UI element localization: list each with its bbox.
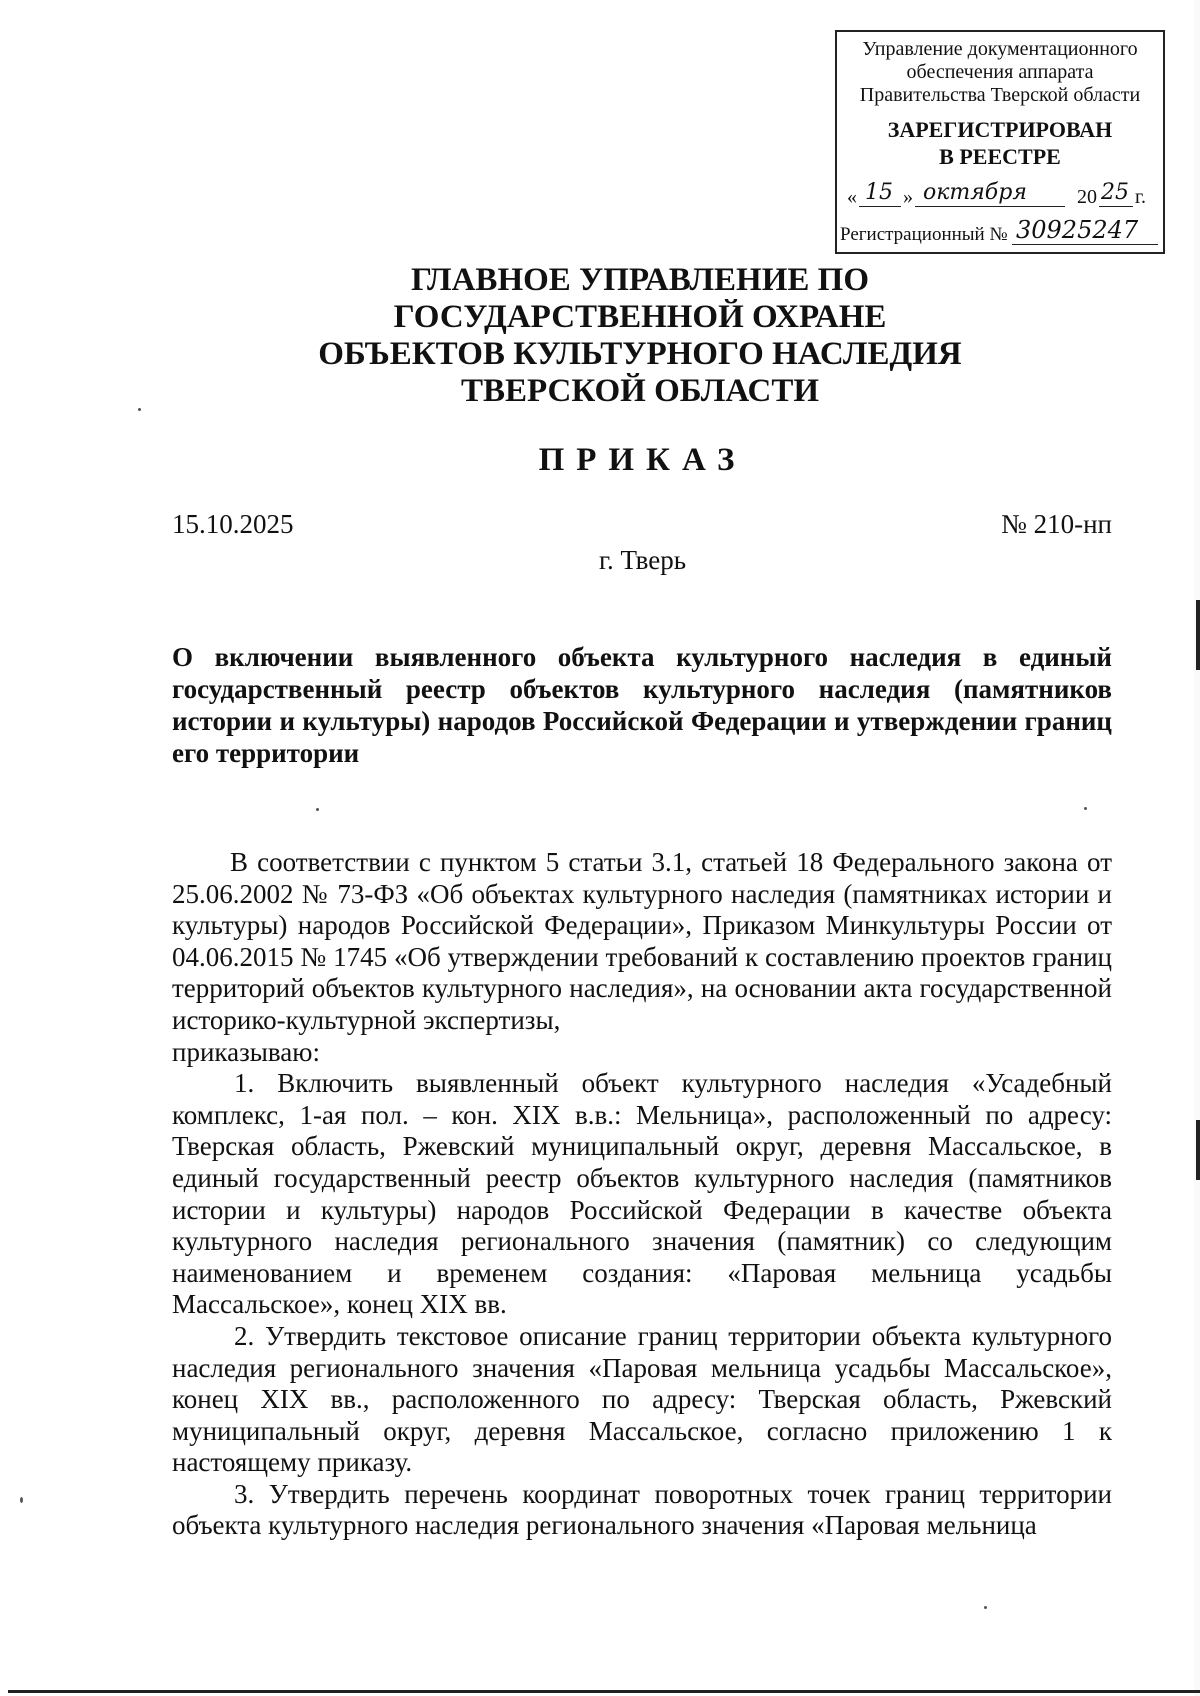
order-item: 1. Включить выявленный объект культурного наследия «Усадебный комплекс, 1-ая пол. – кон. XIX в.в.: Мельница», расположенный по адресу: Тверская область, Ржевский муниципальный округ, деревня Массальское, в единый государственный реестр объектов культурного наследия (памятников истории и культуры) народов Российской Федерации в качестве объекта культурного наследия регионального значения (памятник) со следующим наименованием и временем создания: «Паровая мельница усадьбы Массальское», конец XIX вв. [172,1068,1112,1320]
organization-title [300,262,980,410]
stamp-registration-number [840,218,1162,250]
stamp-org-line: Управление документационного [862,38,1138,60]
scan-speck [138,408,141,411]
scan-bottom-edge [8,1690,1200,1693]
organization-title-line: ТВЕРСКОЙ ОБЛАСТИ [460,373,820,409]
registration-stamp [835,30,1165,254]
stamp-date-year-prefix: 20 [1077,186,1097,208]
scan-speck [984,1606,987,1609]
preamble-paragraph: В соответствии с пунктом 5 статьи 3.1, статьей 18 Федерального закона от 25.06.2002 № 73-ФЗ «Об объектах культурного наследия (памятниках истории и культуры) народов Российской Федерации», Приказом Минкультуры России от 04.06.2015 № 1745 «Об утверждении требований к составлению проектов границ территорий объектов культурного наследия», на основании акта государственной историко-культурной экспертизы, [172,847,1112,1035]
scan-speck [20,1497,23,1503]
stamp-date-day: 15 [865,180,893,205]
document-subject: О включении выявленного объекта культурного наследия в единый государственный реестр объектов культурного наследия (памятников истории и культуры) народов Российской Федерации и утверждении границ его территории [172,642,1112,768]
scan-edge-mark [1196,1120,1200,1180]
stamp-org-line: обеспечения аппарата [906,61,1094,83]
organization-title-line: ГОСУДАРСТВЕННОЙ ОХРАНЕ [393,299,887,335]
stamp-date-year-unit: г. [1135,186,1146,208]
stamp-status-line: В РЕЕСТРЕ [939,144,1061,169]
document-type: ПРИКАЗ [538,442,747,478]
document-body [172,847,1112,1542]
stamp-regno-label: Регистрационный № [840,224,1008,245]
stamp-date-month: октября [923,180,1027,205]
stamp-status-line: ЗАРЕГИСТРИРОВАН [887,117,1113,142]
document-number: № 210-нп [1001,509,1112,539]
scan-edge-mark [1196,600,1200,670]
order-item: 3. Утвердить перечень координат поворотных точек границ территории объекта культурного наследия регионального значения «Паровая мельница [172,1478,1112,1541]
stamp-status [837,116,1163,170]
stamp-date-year-suffix: 25 [1101,180,1129,205]
stamp-date [845,182,1155,212]
order-word: приказываю: [172,1036,320,1067]
quote-open: « [847,186,857,208]
stamp-org-line: Правительства Тверской области [859,84,1141,106]
quote-close: » [903,186,913,208]
page-right-edge [1194,0,1200,1696]
stamp-organization [837,38,1163,107]
organization-title-line: ОБЪЕКТОВ КУЛЬТУРНОГО НАСЛЕДИЯ [318,336,962,372]
document-city: г. Тверь [598,545,687,575]
order-item: 2. Утвердить текстовое описание границ территории объекта культурного наследия регионального значения «Паровая мельница усадьбы Массальское», конец XIX вв., расположенного по адресу: Тверская область, Ржевский муниципальный округ, деревня Массальское, согласно приложению 1 к настоящему приказу. [172,1320,1112,1478]
stamp-regno-value: 30925247 [1016,216,1139,244]
scan-speck [1084,807,1087,810]
organization-title-line: ГЛАВНОЕ УПРАВЛЕНИЕ ПО [411,262,869,298]
scan-speck [316,808,319,811]
document-date: 15.10.2025 [172,509,294,539]
